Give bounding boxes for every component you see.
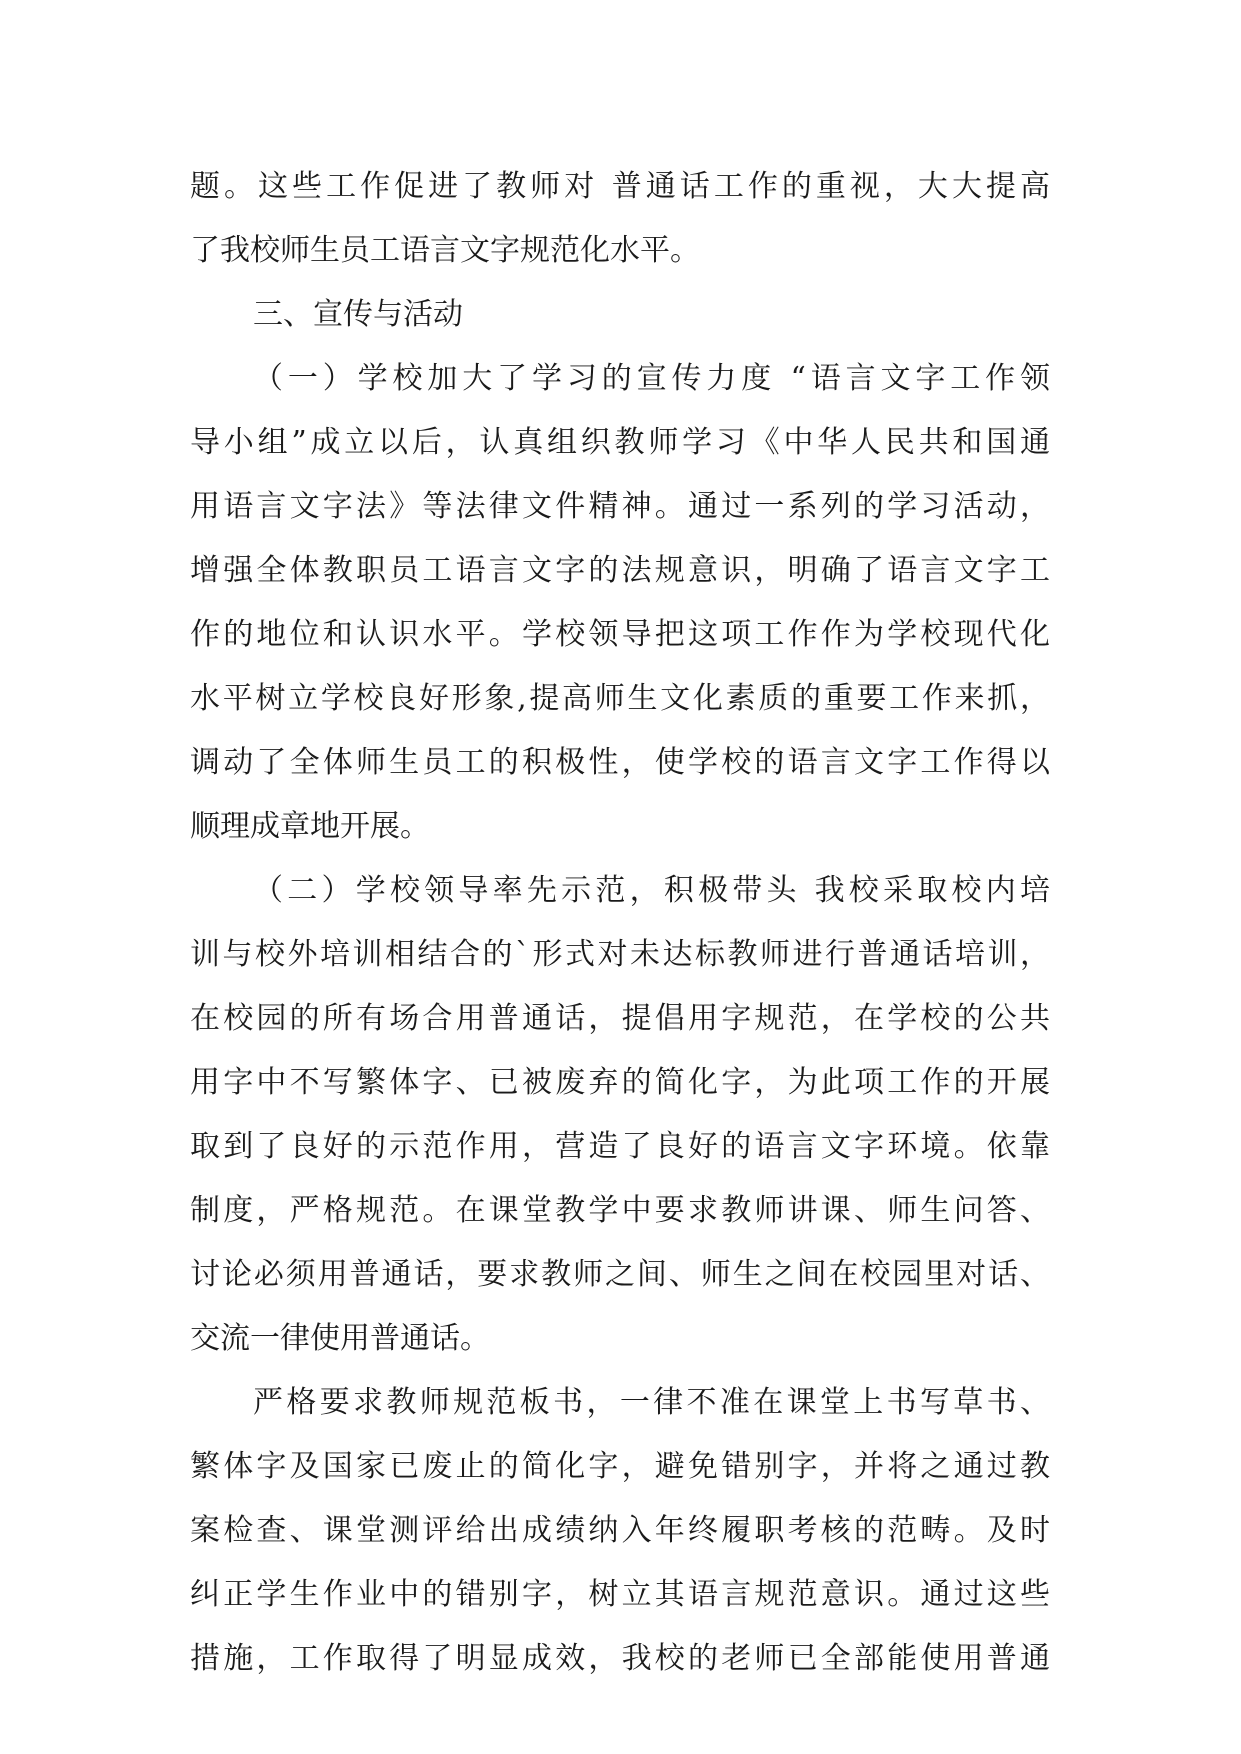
text-line: 纠正学生作业中的错别字，树立其语言规范意识。通过这些 bbox=[190, 1577, 1050, 1612]
text-line: 取到了良好的示范作用，营造了良好的语言文字环境。依靠 bbox=[190, 1129, 1050, 1164]
text-line: （二）学校领导率先示范，积极带头 我校采取校内培 bbox=[253, 873, 1050, 908]
paragraph-end-line: 了我校师生员工语言文字规范化水平。 bbox=[190, 233, 700, 268]
text-line: 题。这些工作促进了教师对 普通话工作的重视，大大提高 bbox=[190, 169, 1050, 204]
text-line: 作的地位和认识水平。学校领导把这项工作作为学校现代化 bbox=[190, 617, 1050, 652]
text-line: 繁体字及国家已废止的简化字，避免错别字，并将之通过教 bbox=[190, 1449, 1050, 1484]
text-line: 措施，工作取得了明显成效，我校的老师已全部能使用普通 bbox=[190, 1641, 1050, 1676]
text-line: 用字中不写繁体字、已被废弃的简化字，为此项工作的开展 bbox=[190, 1065, 1050, 1100]
text-line: 制度，严格规范。在课堂教学中要求教师讲课、师生问答、 bbox=[190, 1193, 1050, 1228]
text-line: 在校园的所有场合用普通话，提倡用字规范，在学校的公共 bbox=[190, 1001, 1050, 1036]
text-line: 严格要求教师规范板书，一律不准在课堂上书写草书、 bbox=[253, 1385, 1050, 1420]
text-line: 讨论必须用普通话，要求教师之间、师生之间在校园里对话、 bbox=[190, 1257, 1050, 1292]
paragraph-end-line: 顺理成章地开展。 bbox=[190, 809, 430, 844]
text-line: 案检查、课堂测评给出成绩纳入年终履职考核的范畴。及时 bbox=[190, 1513, 1050, 1548]
text-line: 水平树立学校良好形象,提高师生文化素质的重要工作来抓， bbox=[190, 681, 1050, 716]
text-line: 导小组”成立以后，认真组织教师学习《中华人民共和国通 bbox=[190, 425, 1050, 460]
text-line: 增强全体教职员工语言文字的法规意识，明确了语言文字工 bbox=[190, 553, 1050, 588]
text-line: 训与校外培训相结合的`形式对未达标教师进行普通话培训， bbox=[190, 937, 1050, 972]
text-line: 调动了全体师生员工的积极性，使学校的语言文字工作得以 bbox=[190, 745, 1050, 780]
text-line: （一）学校加大了学习的宣传力度 “语言文字工作领 bbox=[253, 361, 1050, 396]
paragraph-end-line: 交流一律使用普通话。 bbox=[190, 1321, 490, 1356]
paragraph-end-line: 三、宣传与活动 bbox=[253, 297, 463, 332]
text-line: 用语言文字法》等法律文件精神。通过一系列的学习活动， bbox=[190, 489, 1050, 524]
document-body bbox=[190, 159, 1050, 1695]
